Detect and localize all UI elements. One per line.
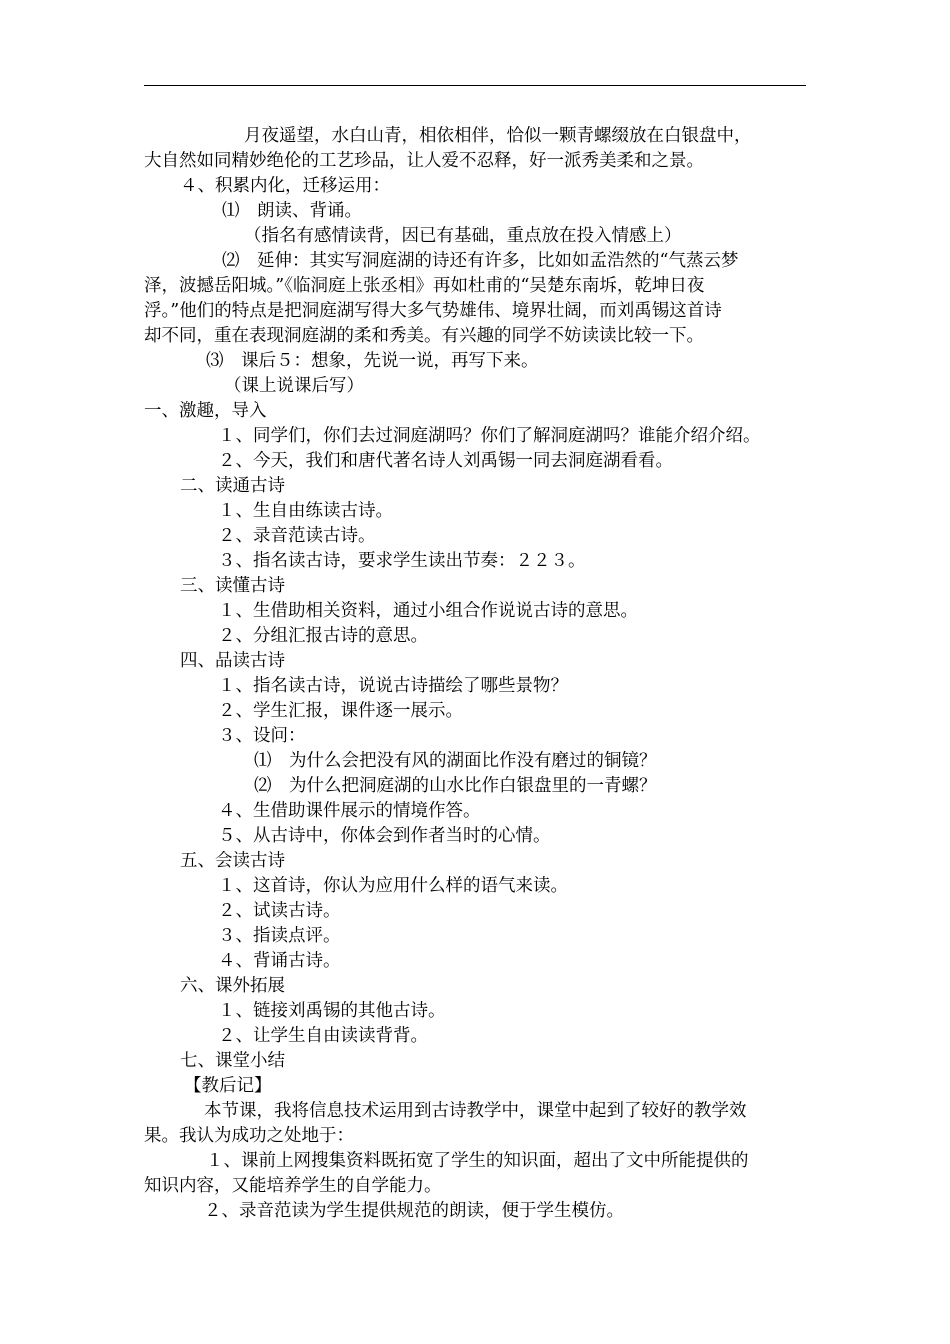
text-line: １、生借助相关资料，通过小组合作说说古诗的意思。 — [218, 601, 638, 621]
text-line: ２、分组汇报古诗的意思。 — [218, 626, 428, 646]
text-line: ２、录音范读为学生提供规范的朗读，便于学生模仿。 — [204, 1201, 624, 1221]
text-line: 四、品读古诗 — [180, 651, 285, 671]
text-line: １、生自由练读古诗。 — [218, 501, 393, 521]
text-line: ⑴ 为什么会把没有风的湖面比作没有磨过的铜镜？ — [254, 751, 657, 771]
text-line: ３、指名读古诗，要求学生读出节奏：２２３。 — [218, 551, 586, 571]
text-line: ５、从古诗中，你体会到作者当时的心情。 — [218, 826, 551, 846]
text-line: ⑵ 为什么把洞庭湖的山水比作白银盘里的一青螺？ — [254, 776, 657, 796]
text-line: 二、读通古诗 — [180, 476, 285, 496]
text-line: 五、会读古诗 — [180, 851, 285, 871]
text-line: ３、设问： — [218, 726, 306, 746]
text-line: ２、让学生自由读读背背。 — [218, 1026, 428, 1046]
text-line: 却不同，重在表现洞庭湖的柔和秀美。有兴趣的同学不妨读读比较一下。 — [144, 326, 704, 346]
text-line: ２、录音范读古诗。 — [218, 526, 376, 546]
header-rule — [144, 85, 806, 86]
text-line: ４、积累内化，迁移运用： — [180, 176, 390, 196]
text-line: 三、读懂古诗 — [180, 576, 285, 596]
text-line: 大自然如同精妙绝伦的工艺珍品，让人爱不忍释，好一派秀美柔和之景。 — [144, 151, 704, 171]
text-line: 一、激趣，导入 — [144, 401, 267, 421]
text-line: 果。我认为成功之处地于： — [144, 1126, 354, 1146]
text-line: ⑴ 朗读、背诵。 — [222, 201, 362, 221]
text-line: 浮。”他们的特点是把洞庭湖写得大多气势雄伟、境界壮阔，而刘禹锡这首诗 — [144, 301, 722, 321]
text-line: ⑵ 延伸：其实写洞庭湖的诗还有许多，比如如孟浩然的“气蒸云梦 — [222, 251, 739, 271]
text-line: 七、课堂小结 — [180, 1051, 285, 1071]
text-line: ４、背诵古诗。 — [218, 951, 341, 971]
document-body — [144, 124, 806, 1224]
text-line: １、这首诗，你认为应用什么样的语气来读。 — [218, 876, 568, 896]
text-line: ３、指读点评。 — [218, 926, 341, 946]
text-line: １、课前上网搜集资料既拓宽了学生的知识面，超出了文中所能提供的 — [206, 1151, 749, 1171]
text-line: 知识内容，又能培养学生的自学能力。 — [144, 1176, 442, 1196]
text-line: ４、生借助课件展示的情境作答。 — [218, 801, 481, 821]
text-line: 月夜遥望，水白山青，相依相伴，恰似一颗青螺缀放在白银盘中， — [244, 126, 752, 146]
text-line: 泽，波撼岳阳城。”《临洞庭上张丞相》再如杜甫的“吴楚东南坼，乾坤日夜 — [144, 276, 705, 296]
text-line: （指名有感情读背，因已有基础，重点放在投入情感上） — [244, 226, 682, 246]
text-line: １、指名读古诗，说说古诗描绘了哪些景物？ — [218, 676, 568, 696]
text-line: １、同学们，你们去过洞庭湖吗？你们了解洞庭湖吗？谁能介绍介绍。 — [218, 426, 761, 446]
text-line: ⑶ 课后５：想象，先说一说，再写下来。 — [206, 351, 539, 371]
text-line: １、链接刘禹锡的其他古诗。 — [218, 1001, 446, 1021]
text-line: 六、课外拓展 — [180, 976, 285, 996]
text-line: 【教后记】 — [184, 1076, 272, 1096]
text-line: ２、学生汇报，课件逐一展示。 — [218, 701, 463, 721]
text-line: （课上说课后写） — [224, 376, 364, 396]
text-line: ２、今天，我们和唐代著名诗人刘禹锡一同去洞庭湖看看。 — [218, 451, 673, 471]
text-line: ２、试读古诗。 — [218, 901, 341, 921]
text-line: 本节课，我将信息技术运用到古诗教学中，课堂中起到了较好的教学效 — [204, 1101, 747, 1121]
